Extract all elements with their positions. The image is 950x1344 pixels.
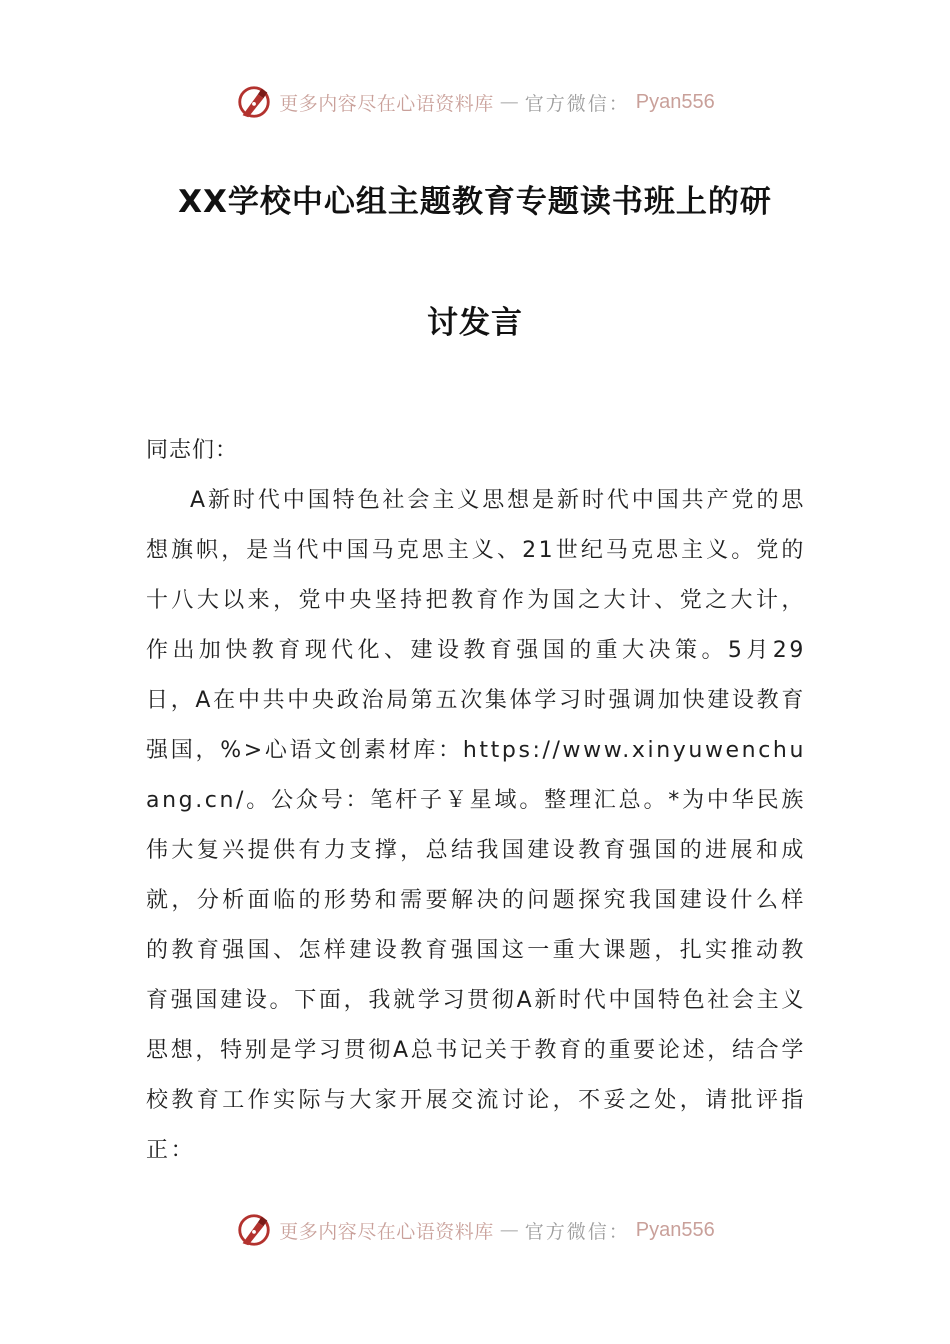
pen-nib-logo-icon bbox=[235, 1211, 273, 1249]
document-title-line1: XX学校中心组主题教育专题读书班上的研 bbox=[178, 184, 772, 220]
banner-wechat-id: Pyan556 bbox=[635, 90, 715, 113]
banner-wechat-id: Pyan556 bbox=[635, 1218, 715, 1241]
banner-label: 官方微信： bbox=[524, 1220, 630, 1243]
paragraph: A新时代中国特色社会主义思想是新时代中国共产党的思想旗帜，是当代中国马克思主义、21世纪马克思主义。党的十八大以来，党中央坚持把教育作为国之大计、党之大计，作出加快教育现代化、建设教育强国的重大决策。5月29日，A在中共中央政治局第五次集体学习时强调加快建设教育强国，%>心语文创素材库：https://www.xinyuwenchuang.cn/。公众号：笔杆子￥星域。整理汇总。*为中华民族伟大复兴提供有力支撑，总结我国建设教育强国的进展和成就，分析面临的形势和需要解决的问题探究我国建设什么样的教育强国、怎样建设教育强国这一重大课题，扎实推动教育强国建设。下面，我就学习贯彻A新时代中国特色社会主义思想，特别是学习贯彻A总书记关于教育的重要论述，结合学校教育工作实际与大家开展交流讨论，不妥之处，请批评指正： bbox=[146, 488, 806, 1163]
header-banner bbox=[0, 80, 950, 124]
banner-main-text: 更多内容尽在心语资料库 bbox=[279, 92, 494, 115]
banner-separator: — bbox=[499, 1219, 519, 1241]
banner-label: 官方微信： bbox=[524, 92, 630, 115]
salutation: 同志们： bbox=[146, 438, 239, 463]
document-body bbox=[146, 426, 806, 1176]
banner-main-text: 更多内容尽在心语资料库 bbox=[279, 1220, 494, 1243]
banner-separator: — bbox=[499, 91, 519, 113]
footer-banner bbox=[0, 1208, 950, 1252]
document-title-line2: 讨发言 bbox=[427, 305, 523, 341]
pen-nib-logo-icon bbox=[235, 83, 273, 121]
